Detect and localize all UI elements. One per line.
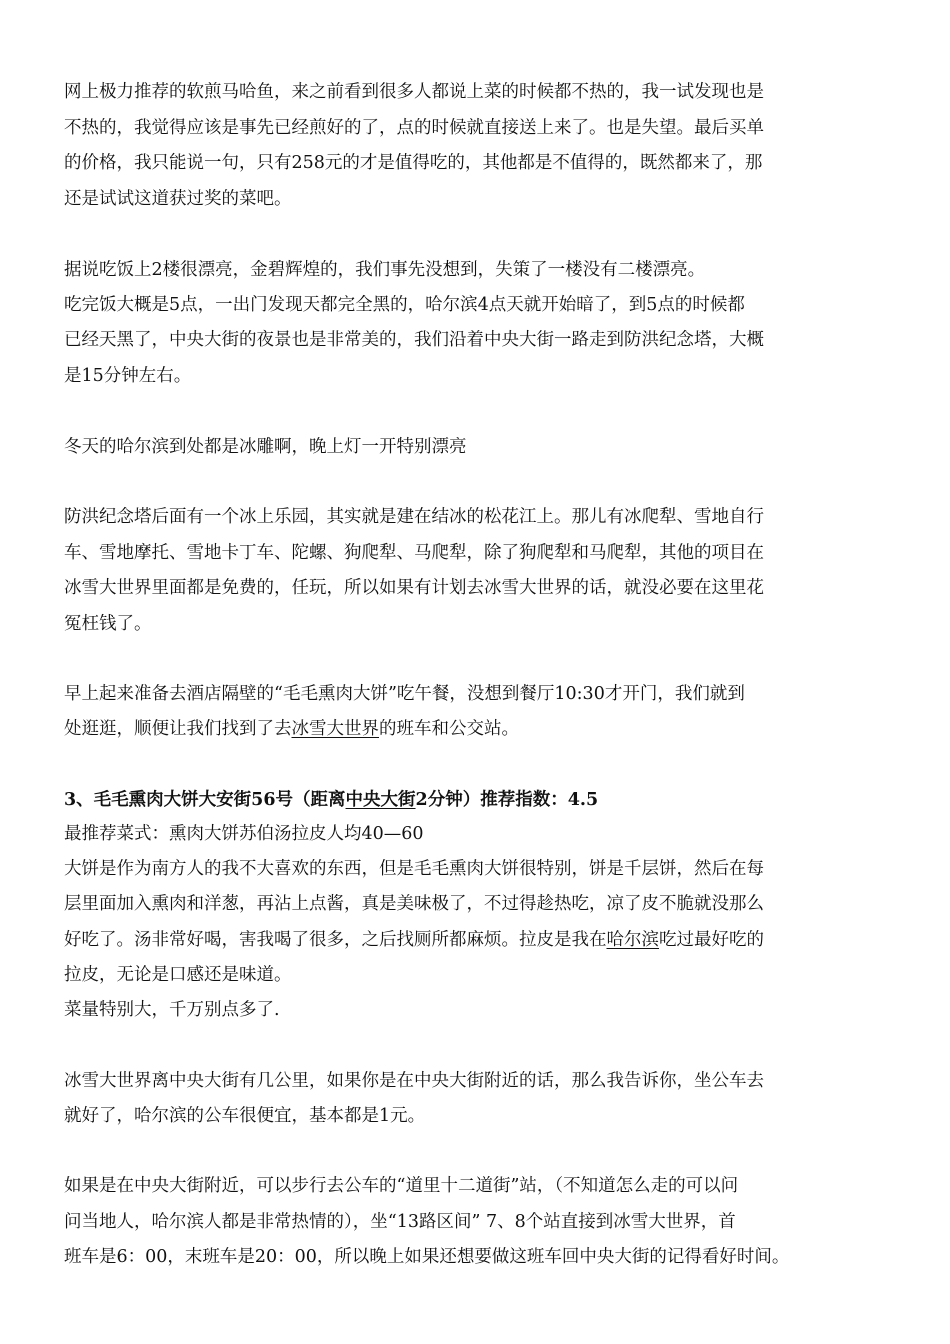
paragraph-line: 防洪纪念塔后面有一个冰上乐园，其实就是建在结冰的松花江上。那儿有冰爬犁、雪地自行: [64, 507, 764, 527]
paragraph-line: 冤枉钱了。: [64, 614, 152, 634]
paragraph-line: 班车是6：00，末班车是20：00，所以晚上如果还想要做这班车回中央大街的记得看好时间。: [64, 1247, 790, 1267]
paragraph-line: 吃完饭大概是5点，一出门发现天都完全黑的，哈尔滨4点天就开始暗了，到5点的时候都: [64, 295, 745, 315]
link-harbin[interactable]: 哈尔滨: [606, 930, 659, 950]
paragraph-line: 最推荐菜式：熏肉大饼苏伯汤拉皮人均40—60: [64, 824, 424, 844]
paragraph-line: 是15分钟左右。: [64, 366, 192, 386]
paragraph-line: 冬天的哈尔滨到处都是冰雕啊，晚上灯一开特别漂亮: [64, 437, 467, 457]
paragraph-line: [64, 927, 894, 953]
paragraph-line: 拉皮，无论是口感还是味道。: [64, 965, 292, 985]
paragraph-line: 已经天黑了，中央大街的夜景也是非常美的，我们沿着中央大街一路走到防洪纪念塔，大概: [64, 330, 764, 350]
paragraph-line: 冰雪大世界离中央大街有几公里，如果你是在中央大街附近的话，那么我告诉你，坐公车去: [64, 1071, 764, 1091]
paragraph-line: 菜量特别大，千万别点多了.: [64, 1000, 280, 1020]
paragraph-line: 网上极力推荐的软煎马哈鱼，来之前看到很多人都说上菜的时候都不热的，我一试发现也是: [64, 82, 764, 102]
paragraph-line: 据说吃饭上2楼很漂亮，金碧辉煌的，我们事先没想到，失策了一楼没有二楼漂亮。: [64, 260, 706, 280]
paragraph-line: 冰雪大世界里面都是免费的，任玩，所以如果有计划去冰雪大世界的话，就没必要在这里花: [64, 578, 764, 598]
heading-text: 3、毛毛熏肉大饼大安街56号（距离: [64, 790, 346, 810]
paragraph-line: 的价格，我只能说一句，只有258元的才是值得吃的，其他都是不值得的，既然都来了，那: [64, 153, 763, 173]
link-ice-snow-world[interactable]: 冰雪大世界: [291, 719, 379, 739]
heading-text: 2分钟）推荐指数：4.5: [415, 790, 599, 810]
paragraph-line: 就好了，哈尔滨的公车很便宜，基本都是1元。: [64, 1106, 426, 1126]
text-span: 好吃了。汤非常好喝，害我喝了很多，之后找厕所都麻烦。拉皮是我在: [64, 930, 607, 950]
text-span: 的班车和公交站。: [379, 719, 519, 739]
section-heading: [64, 787, 894, 813]
paragraph-line: 问当地人，哈尔滨人都是非常热情的），坐“13路区间” 7、8个站直接到冰雪大世界，首: [64, 1212, 736, 1232]
paragraph-line: 大饼是作为南方人的我不大喜欢的东西，但是毛毛熏肉大饼很特别，饼是千层饼，然后在每: [64, 859, 764, 879]
link-central-street[interactable]: 中央大街: [345, 790, 416, 810]
paragraph-line: 层里面加入熏肉和洋葱，再沾上点酱，真是美味极了，不过得趁热吃，凉了皮不脆就没那么: [64, 894, 764, 914]
paragraph-line: 不热的，我觉得应该是事先已经煎好的了，点的时候就直接送上来了。也是失望。最后买单: [64, 118, 764, 138]
text-span: 处逛逛，顺便让我们找到了去: [64, 719, 292, 739]
paragraph-line: 还是试试这道获过奖的菜吧。: [64, 189, 292, 209]
paragraph-line: 早上起来准备去酒店隔壁的“毛毛熏肉大饼”吃午餐，没想到餐厅10:30才开门，我们就到: [64, 684, 745, 704]
paragraph-line: 车、雪地摩托、雪地卡丁车、陀螺、狗爬犁、马爬犁，除了狗爬犁和马爬犁，其他的项目在: [64, 543, 764, 563]
paragraph-line: [64, 716, 894, 742]
text-span: 吃过最好吃的: [659, 930, 764, 950]
paragraph-line: 如果是在中央大街附近，可以步行去公车的“道里十二道街”站，（不知道怎么走的可以问: [64, 1176, 739, 1196]
